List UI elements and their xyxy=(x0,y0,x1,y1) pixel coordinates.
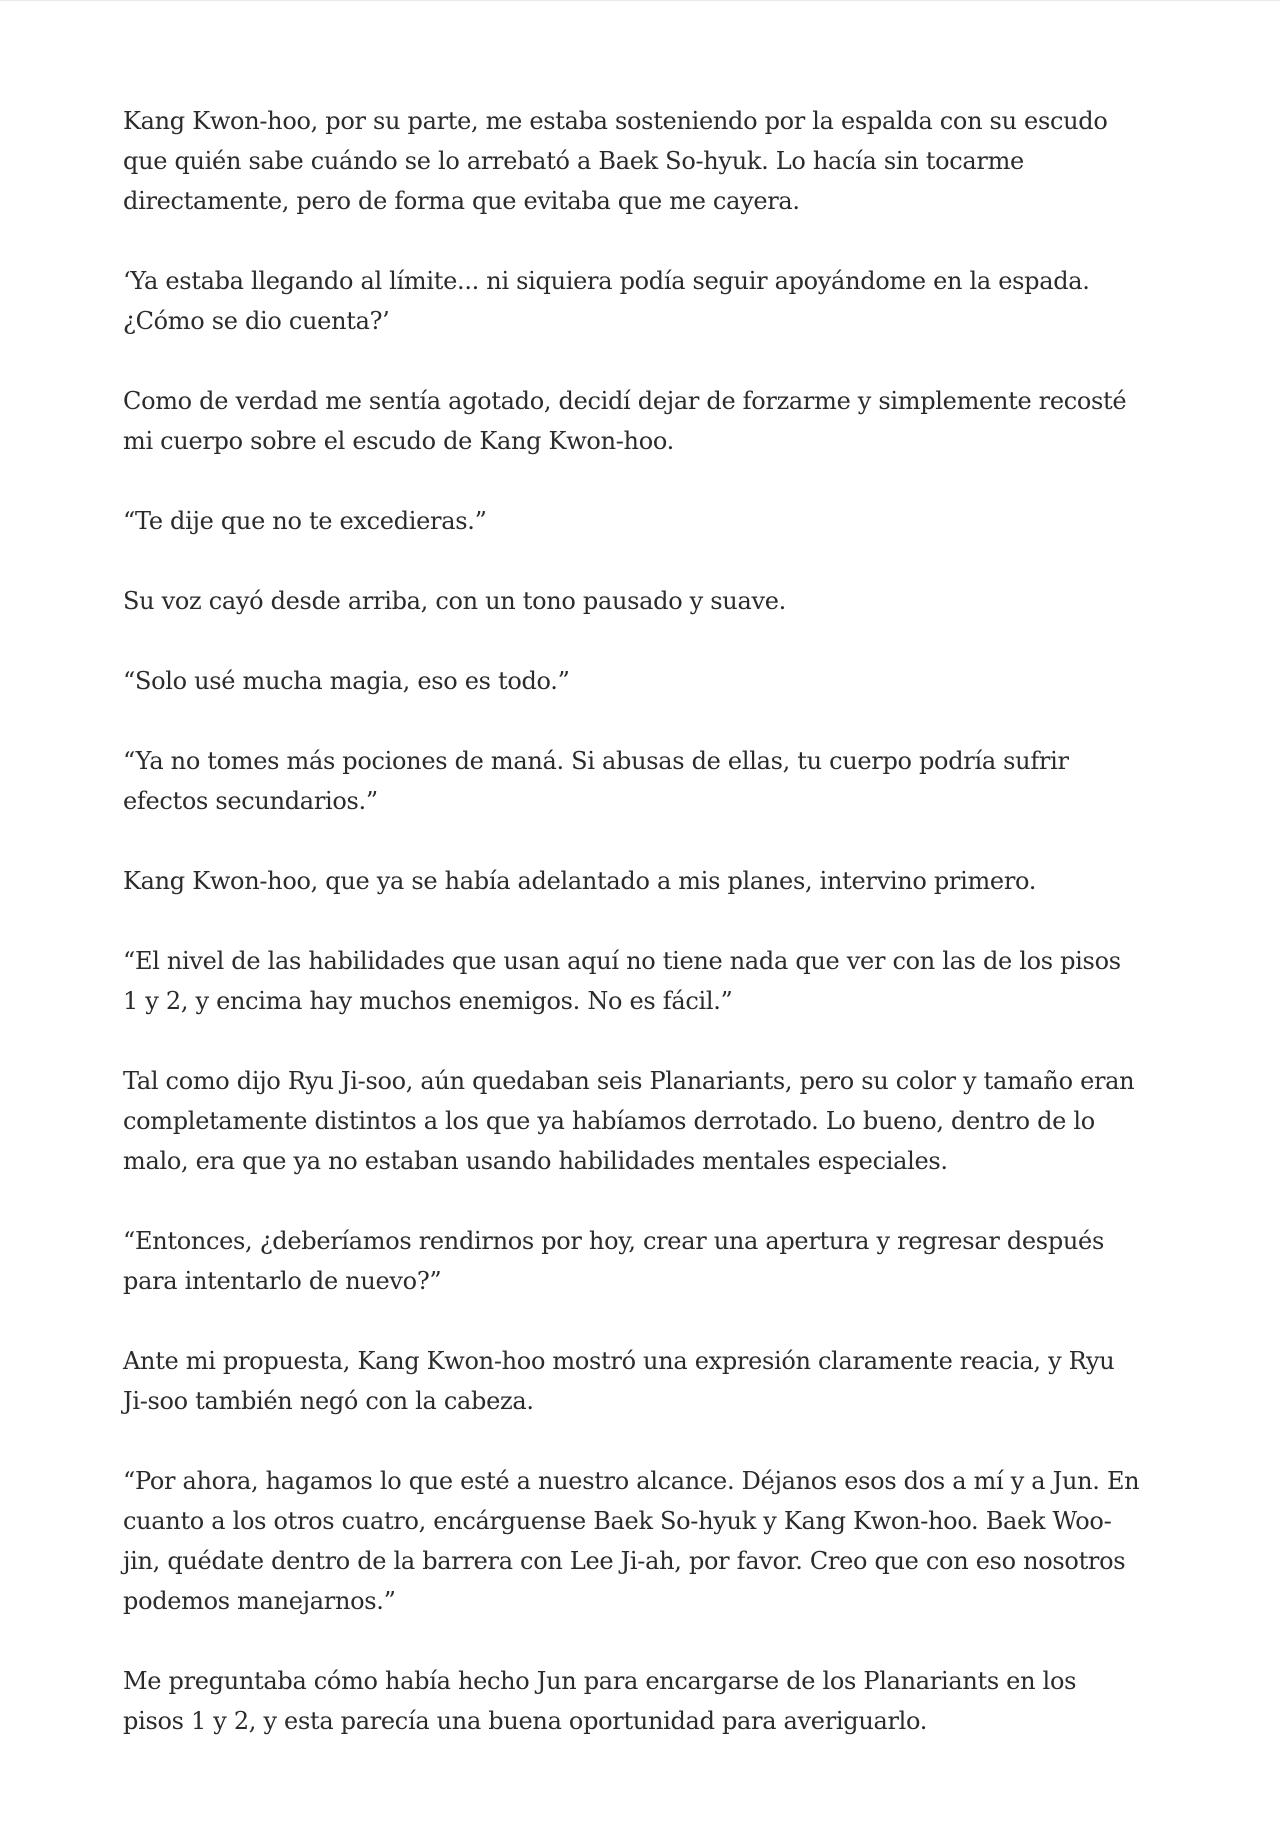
paragraph: “Ya no tomes más pociones de maná. Si abusas de ellas, tu cuerpo podría sufrir efectos secundarios.” xyxy=(123,747,1069,815)
paragraph: Kang Kwon-hoo, por su parte, me estaba sosteniendo por la espalda con su escudo que quién sabe cuándo se lo arrebató a Baek So-hyuk. Lo hacía sin tocarme directamente, pero de forma que evitaba que me cayera. xyxy=(123,107,1108,215)
top-divider xyxy=(0,0,1280,1)
paragraph: “Por ahora, hagamos lo que esté a nuestro alcance. Déjanos esos dos a mí y a Jun. En cuanto a los otros cuatro, encárguense Baek So-hyuk y Kang Kwon-hoo. Baek Woo-jin, quédate dentro de la barrera con Lee Ji-ah, por favor. Creo que con eso nosotros podemos manejarnos.” xyxy=(123,1467,1140,1615)
paragraph: “Te dije que no te excedieras.” xyxy=(123,507,487,535)
paragraph: Me preguntaba cómo había hecho Jun para encargarse de los Planariants en los pisos 1 y 2, y esta parecía una buena oportunidad para averiguarlo. xyxy=(123,1667,1077,1735)
paragraph: Kang Kwon-hoo, que ya se había adelantado a mis planes, intervino primero. xyxy=(123,867,1037,895)
paragraph: Tal como dijo Ryu Ji-soo, aún quedaban seis Planariants, pero su color y tamaño eran completamente distintos a los que ya habíamos derrotado. Lo bueno, dentro de lo malo, era que ya no estaban usando habilidades mentales especiales. xyxy=(123,1067,1135,1175)
paragraph: Como de verdad me sentía agotado, decidí dejar de forzarme y simplemente recosté mi cuerpo sobre el escudo de Kang Kwon-hoo. xyxy=(123,387,1127,455)
paragraph: “Entonces, ¿deberíamos rendirnos por hoy, crear una apertura y regresar después para intentarlo de nuevo?” xyxy=(123,1227,1104,1295)
paragraph: “Solo usé mucha magia, eso es todo.” xyxy=(123,667,570,695)
paragraph: Su voz cayó desde arriba, con un tono pausado y suave. xyxy=(123,587,786,615)
paragraph: ‘Ya estaba llegando al límite... ni siquiera podía seguir apoyándome en la espada. ¿Cómo se dio cuenta?’ xyxy=(123,267,1090,335)
paragraph: “El nivel de las habilidades que usan aquí no tiene nada que ver con las de los pisos 1 y 2, y encima hay muchos enemigos. No es fácil.” xyxy=(123,947,1121,1015)
paragraph: Ante mi propuesta, Kang Kwon-hoo mostró una expresión claramente reacia, y Ryu Ji-soo también negó con la cabeza. xyxy=(123,1347,1115,1415)
